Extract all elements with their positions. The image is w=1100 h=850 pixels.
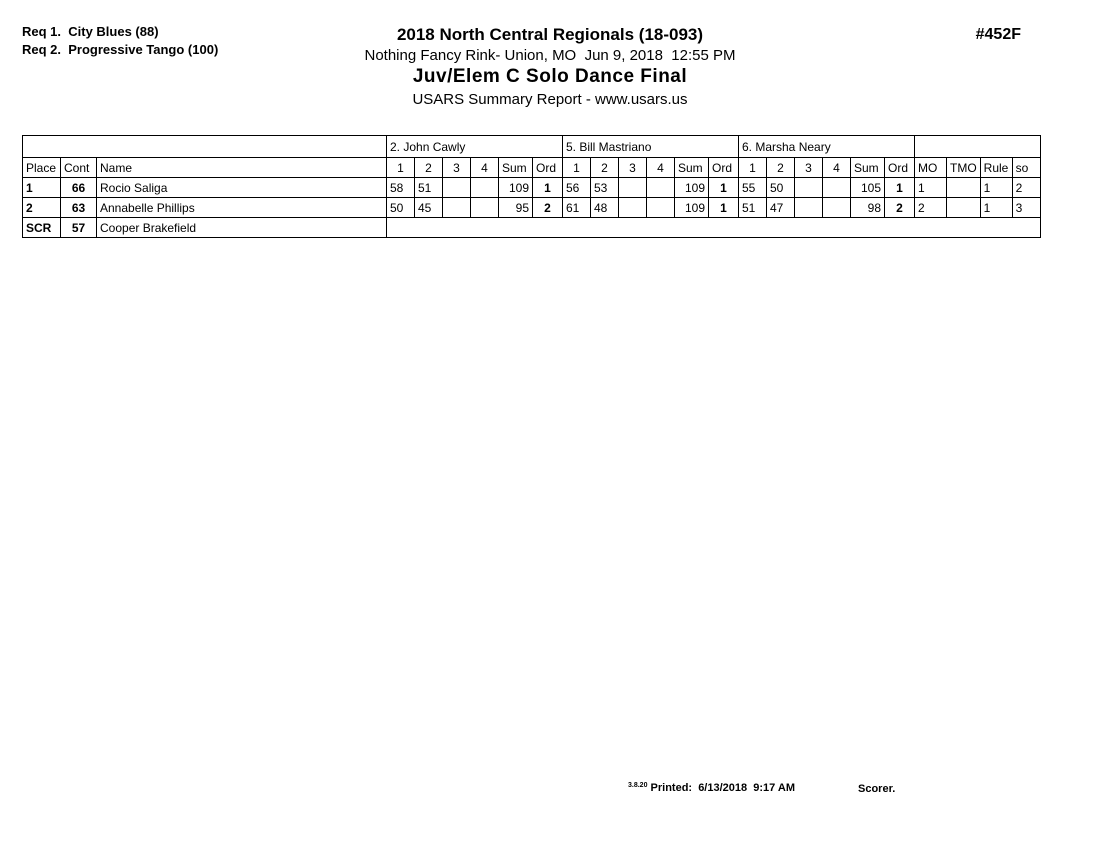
header-score: 2: [767, 158, 795, 178]
header-score: 4: [823, 158, 851, 178]
spacer: [23, 136, 387, 158]
cell-rule: 1: [980, 178, 1012, 198]
cell-score: 56: [563, 178, 591, 198]
software-version: 3.8.20: [628, 782, 648, 789]
table-row: [23, 198, 1041, 218]
cell-score: 47: [767, 198, 795, 218]
header-name: Name: [97, 158, 387, 178]
document-number: #452F: [975, 26, 1021, 43]
cell-sum: 109: [499, 178, 533, 198]
cell-score: [619, 178, 647, 198]
header-score: 4: [647, 158, 675, 178]
cell-ord: 1: [885, 178, 915, 198]
header-score: 2: [591, 158, 619, 178]
header-sum: Sum: [851, 158, 885, 178]
cell-cont: 57: [61, 218, 97, 238]
cell-place: SCR: [23, 218, 61, 238]
cell-place: 1: [23, 178, 61, 198]
header-score: 1: [387, 158, 415, 178]
cell-score: 51: [739, 198, 767, 218]
cell-sum: 109: [675, 178, 709, 198]
empty-cells: [387, 218, 1041, 238]
cell-score: 61: [563, 198, 591, 218]
req-1-label: Req 1. City Blues (88): [22, 24, 159, 39]
table-row: [23, 178, 1041, 198]
page-title: 2018 North Central Regionals (18-093): [396, 25, 704, 44]
cell-score: 51: [415, 178, 443, 198]
cell-ord: 2: [885, 198, 915, 218]
judge-3-name: 6. Marsha Neary: [739, 136, 915, 158]
header-cont: Cont: [61, 158, 97, 178]
venue-line: Nothing Fancy Rink- Union, MO Jun 9, 2018 12:55 PM: [364, 47, 736, 64]
cell-ord: 1: [709, 178, 739, 198]
cell-mo: 1: [915, 178, 947, 198]
req-2-label: Req 2. Progressive Tango (100): [22, 42, 219, 57]
column-header-row: [23, 158, 1041, 178]
cell-ord: 1: [533, 178, 563, 198]
cell-score: [443, 178, 471, 198]
cell-name: Rocio Saliga: [97, 178, 387, 198]
cell-so: 2: [1012, 178, 1040, 198]
header-ord: Ord: [885, 158, 915, 178]
header-score: 1: [563, 158, 591, 178]
header-score: 2: [415, 158, 443, 178]
cell-score: [795, 198, 823, 218]
table-row: [23, 218, 1041, 238]
header-so: so: [1012, 158, 1040, 178]
header-rule: Rule: [980, 158, 1012, 178]
header-ord: Ord: [533, 158, 563, 178]
header-score: 1: [739, 158, 767, 178]
cell-rule: 1: [980, 198, 1012, 218]
cell-score: 45: [415, 198, 443, 218]
cell-score: 48: [591, 198, 619, 218]
spacer: [915, 136, 1041, 158]
header-score: 3: [619, 158, 647, 178]
judge-2-name: 5. Bill Mastriano: [563, 136, 739, 158]
cell-score: [795, 178, 823, 198]
cell-so: 3: [1012, 198, 1040, 218]
cell-score: [619, 198, 647, 218]
cell-name: Annabelle Phillips: [97, 198, 387, 218]
cell-score: [647, 198, 675, 218]
scorer-label: Scorer.: [858, 783, 896, 795]
cell-score: 53: [591, 178, 619, 198]
header-score: 3: [443, 158, 471, 178]
judge-header-row: [23, 136, 1041, 158]
header-score: 3: [795, 158, 823, 178]
cell-sum: 98: [851, 198, 885, 218]
cell-sum: 105: [851, 178, 885, 198]
header-ord: Ord: [709, 158, 739, 178]
results-table: [22, 135, 1041, 238]
cell-place: 2: [23, 198, 61, 218]
cell-mo: 2: [915, 198, 947, 218]
print-info: [628, 782, 795, 794]
printed-timestamp: Printed: 6/13/2018 9:17 AM: [647, 782, 796, 794]
cell-tmo: [947, 198, 981, 218]
cell-score: [443, 198, 471, 218]
cell-sum: 109: [675, 198, 709, 218]
cell-score: [647, 178, 675, 198]
cell-score: 58: [387, 178, 415, 198]
header-tmo: TMO: [947, 158, 981, 178]
header-mo: MO: [915, 158, 947, 178]
cell-score: [823, 198, 851, 218]
cell-cont: 63: [61, 198, 97, 218]
header-sum: Sum: [499, 158, 533, 178]
cell-sum: 95: [499, 198, 533, 218]
cell-score: [471, 198, 499, 218]
header-place: Place: [23, 158, 61, 178]
report-subtitle: USARS Summary Report - www.usars.us: [412, 91, 688, 108]
cell-ord: 1: [709, 198, 739, 218]
header-sum: Sum: [675, 158, 709, 178]
judge-1-name: 2. John Cawly: [387, 136, 563, 158]
cell-tmo: [947, 178, 981, 198]
cell-cont: 66: [61, 178, 97, 198]
cell-name: Cooper Brakefield: [97, 218, 387, 238]
cell-score: 50: [767, 178, 795, 198]
cell-ord: 2: [533, 198, 563, 218]
cell-score: [471, 178, 499, 198]
cell-score: 55: [739, 178, 767, 198]
cell-score: 50: [387, 198, 415, 218]
event-title: Juv/Elem C Solo Dance Final: [412, 66, 688, 87]
header-score: 4: [471, 158, 499, 178]
cell-score: [823, 178, 851, 198]
